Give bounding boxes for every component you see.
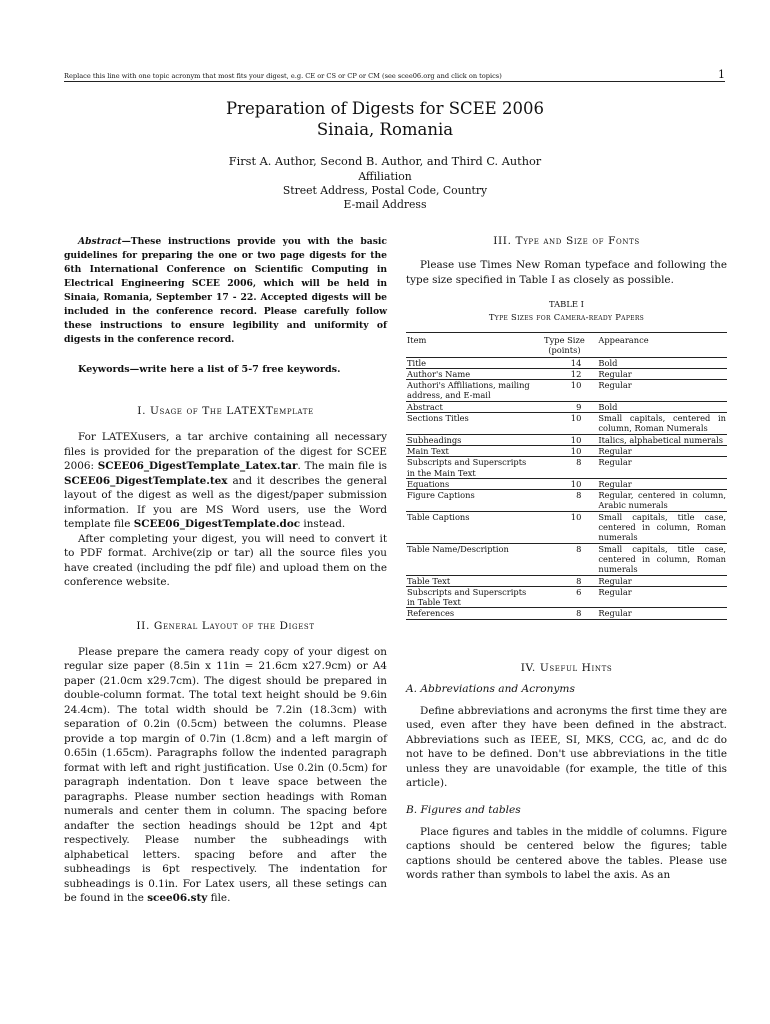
table-cell-appearance: Regular xyxy=(597,586,727,608)
table-row xyxy=(406,586,727,608)
table-cell-appearance: Regular xyxy=(597,608,727,619)
table-cell-item: Subscripts and Superscripts in the Main Text xyxy=(406,457,531,479)
header-rule xyxy=(64,81,725,82)
table-row xyxy=(406,543,727,575)
section2-paragraph-1 xyxy=(64,645,387,906)
title-line-2: Sinaia, Romania xyxy=(316,120,454,139)
running-head xyxy=(64,68,725,81)
section-heading-3: III. Type and Size of Fonts xyxy=(493,235,640,247)
author-email: E-mail Address xyxy=(343,198,427,211)
table-title: Type Sizes for Camera-ready Papers xyxy=(488,312,645,322)
table-cell-item: Table Captions xyxy=(406,511,531,543)
table-cell-item: Table Text xyxy=(406,575,531,586)
subheading-a: A. Abbreviations and Acronyms xyxy=(406,682,575,695)
title-line-1: Preparation of Digests for SCEE 2006 xyxy=(226,99,544,118)
table-cell-size: 8 xyxy=(531,543,597,575)
table-cell-item: Author's Name xyxy=(406,368,531,379)
keywords: Keywords—write here a list of 5-7 free keywords. xyxy=(78,364,341,375)
table-cell-item: References xyxy=(406,608,531,619)
table-cell-appearance: Regular xyxy=(597,368,727,379)
table-row xyxy=(406,357,727,368)
table-cell-appearance: Regular xyxy=(597,575,727,586)
left-column xyxy=(64,235,387,906)
table-row xyxy=(406,368,727,379)
table-cell-appearance: Small capitals, title case, centered in column, Roman numerals xyxy=(598,543,726,575)
paper-title xyxy=(0,98,770,140)
table-cell-appearance: Small capitals, centered in column, Roman Numerals xyxy=(598,413,726,434)
table-cell-appearance: Regular xyxy=(597,380,727,402)
type-size-table xyxy=(406,332,727,620)
table-cell-appearance: Bold xyxy=(597,401,727,412)
table-cell-size: 8 xyxy=(531,457,597,479)
author-names: First A. Author, Second B. Author, and Third C. Author xyxy=(228,155,542,168)
table-row xyxy=(406,490,727,512)
s1p1-text-g: instead. xyxy=(300,518,346,530)
s2p1-text-c: file. xyxy=(207,892,231,904)
section-heading-4: IV. Useful Hints xyxy=(520,661,613,674)
table-cell-appearance: Regular, centered in column, Arabic numerals xyxy=(598,490,726,511)
tar-filename: SCEE06_DigestTemplate_Latex.tar xyxy=(97,460,298,472)
table-header-item: Item xyxy=(406,333,531,358)
table-cell-item: Table Name/Description xyxy=(406,543,531,575)
table-cell-size: 10 xyxy=(531,380,597,402)
table-cell-item: Equations xyxy=(406,478,531,489)
table-row xyxy=(406,434,727,445)
table-cell-appearance: Regular xyxy=(597,457,727,479)
table-row xyxy=(406,413,727,435)
table-cell-size: 8 xyxy=(531,575,597,586)
table-row xyxy=(406,575,727,586)
table-cell-item: Title xyxy=(406,357,531,368)
table-cell-size: 9 xyxy=(531,401,597,412)
table-label: TABLE I xyxy=(549,299,584,309)
table-cell-size: 10 xyxy=(531,478,597,489)
table-cell-item: Subscripts and Superscripts in Table Text xyxy=(406,586,531,608)
table-header-appearance: Appearance xyxy=(597,333,727,358)
page-number: 1 xyxy=(718,68,725,81)
table-cell-item: Sections Titles xyxy=(406,413,531,435)
table-cell-appearance: Italics, alphabetical numerals xyxy=(597,434,727,445)
right-column xyxy=(406,235,727,883)
table-cell-appearance: Regular xyxy=(597,478,727,489)
table-row xyxy=(406,445,727,456)
table-body xyxy=(406,357,727,619)
abstract-lead: Abstract xyxy=(78,236,122,247)
sty-filename: scee06.sty xyxy=(147,892,208,904)
author-block xyxy=(0,155,770,212)
s1p1-text-c: . The main file is xyxy=(297,460,387,472)
table-row xyxy=(406,401,727,412)
s1p1-text-a: For LATEXusers, a tar archive containing all necessary files is provided for the preparation of the digest for SCEE 2006: xyxy=(64,431,387,472)
table-cell-size: 14 xyxy=(531,357,597,368)
section4a-paragraph: Define abbreviations and acronyms the first time they are used, even after they have been defined in the abstract. Abbreviations such as IEEE, SI, MKS, CCG, ac, and dc do not have to be defined. Don't use abbreviations in the title unless they are unavoidable (for example, the title of this article). xyxy=(406,704,727,790)
table-cell-size: 10 xyxy=(531,413,597,435)
table-cell-size: 10 xyxy=(531,434,597,445)
table-cell-appearance: Small capitals, title case, centered in column, Roman numerals xyxy=(598,511,726,543)
table-cell-size: 6 xyxy=(531,586,597,608)
s2p1-text-a: Please prepare the camera ready copy of your digest on regular size paper (8.5in x 11in = 21.6cm x27.9cm) or A4 paper (21.0cm x29.7cm). The digest should be prepared in double-column format. The total text height should be 9.6in 24.4cm). The total width should be 7.2in (18.3cm) with separation of 0.2in (0.5cm) between the columns. Please provide a top margin of 0.7in (1.8cm) and a left margin of 0.65in (1.65cm). Paragraphs follow the indented paragraph format with left and right justification. Use 0.2in (0.5cm) for paragraph indentation. Don t leave space between the paragraphs. Please number section headings with Roman numerals and center them in column. The spacing before andafter the section headings should be 12pt and 4pt respectively. Please number the subheadings with alphabetical letters. spacing before and after the subheadings is 6pt respectively. The indentation for subheadings is 0.1in. For Latex users, all these setings can be found in the xyxy=(64,645,387,904)
table-caption xyxy=(406,298,727,324)
table-header-row xyxy=(406,333,727,358)
doc-filename: SCEE06_DigestTemplate.doc xyxy=(133,518,301,530)
table-row xyxy=(406,457,727,479)
section-heading-1: I. Usage of The LATEXTemplate xyxy=(137,405,314,417)
table-row xyxy=(406,608,727,619)
table-cell-item: Authori's Affiliations, mailing address, and E-mail xyxy=(407,380,530,401)
running-head-text: Replace this line with one topic acronym that most fits your digest, e.g. CE or CS or CP or CM (see scee06.org and click on topics) xyxy=(64,72,502,80)
abstract-text: —These instructions provide you with the basic guidelines for preparing the one or two page digests for the 6th International Conference on Scientific Computing in Electrical Engineering SCEE 2006, which will be held in Sinaia, Romania, September 17 - 22. Accepted digests will be included in the conference record. Please carefully follow these instructions to ensure legibility and uniformity of digests in the conference record. xyxy=(64,236,387,345)
table-cell-size: 10 xyxy=(531,445,597,456)
table-header-size: Type Size (points) xyxy=(531,333,597,358)
subheading-b: B. Figures and tables xyxy=(406,803,521,816)
author-affiliation: Affiliation xyxy=(358,170,412,183)
section1-paragraph-2: After completing your digest, you will need to convert it to PDF format. Archive(zip or tar) all the source files you have created (including the pdf file) and upload them on the conference website. xyxy=(64,532,387,588)
section1-paragraph-1 xyxy=(64,430,387,532)
table-cell-size: 12 xyxy=(531,368,597,379)
table-cell-item: Main Text xyxy=(406,445,531,456)
table-cell-item: Abstract xyxy=(406,401,531,412)
table-cell-size: 8 xyxy=(531,490,597,512)
table-cell-item: Subheadings xyxy=(406,434,531,445)
abstract xyxy=(64,235,387,347)
table-cell-appearance: Bold xyxy=(597,357,727,368)
table-cell-size: 8 xyxy=(531,608,597,619)
section3-paragraph-1: Please use Times New Roman typeface and following the type size specified in Table I as closely as possible. xyxy=(406,259,727,286)
s1p1-text-e: and it describes the general layout of the digest as well as the digest/paper submission information. If you are MS Word users, use the Word template file xyxy=(64,474,387,530)
table-row xyxy=(406,511,727,543)
table-cell-item: Figure Captions xyxy=(406,490,531,512)
section-heading-2: II. General Layout of the Digest xyxy=(136,619,315,632)
author-address: Street Address, Postal Code, Country xyxy=(282,184,488,197)
table-cell-appearance: Regular xyxy=(597,445,727,456)
section4b-paragraph: Place figures and tables in the middle of columns. Figure captions should be centered below the figures; table captions should be centered above the tables. Please use words rather than symbols to label the axis. As an xyxy=(406,825,727,882)
table-row xyxy=(406,380,727,402)
tex-filename: SCEE06_DigestTemplate.tex xyxy=(64,474,228,487)
table-row xyxy=(406,478,727,489)
table-cell-size: 10 xyxy=(531,511,597,543)
